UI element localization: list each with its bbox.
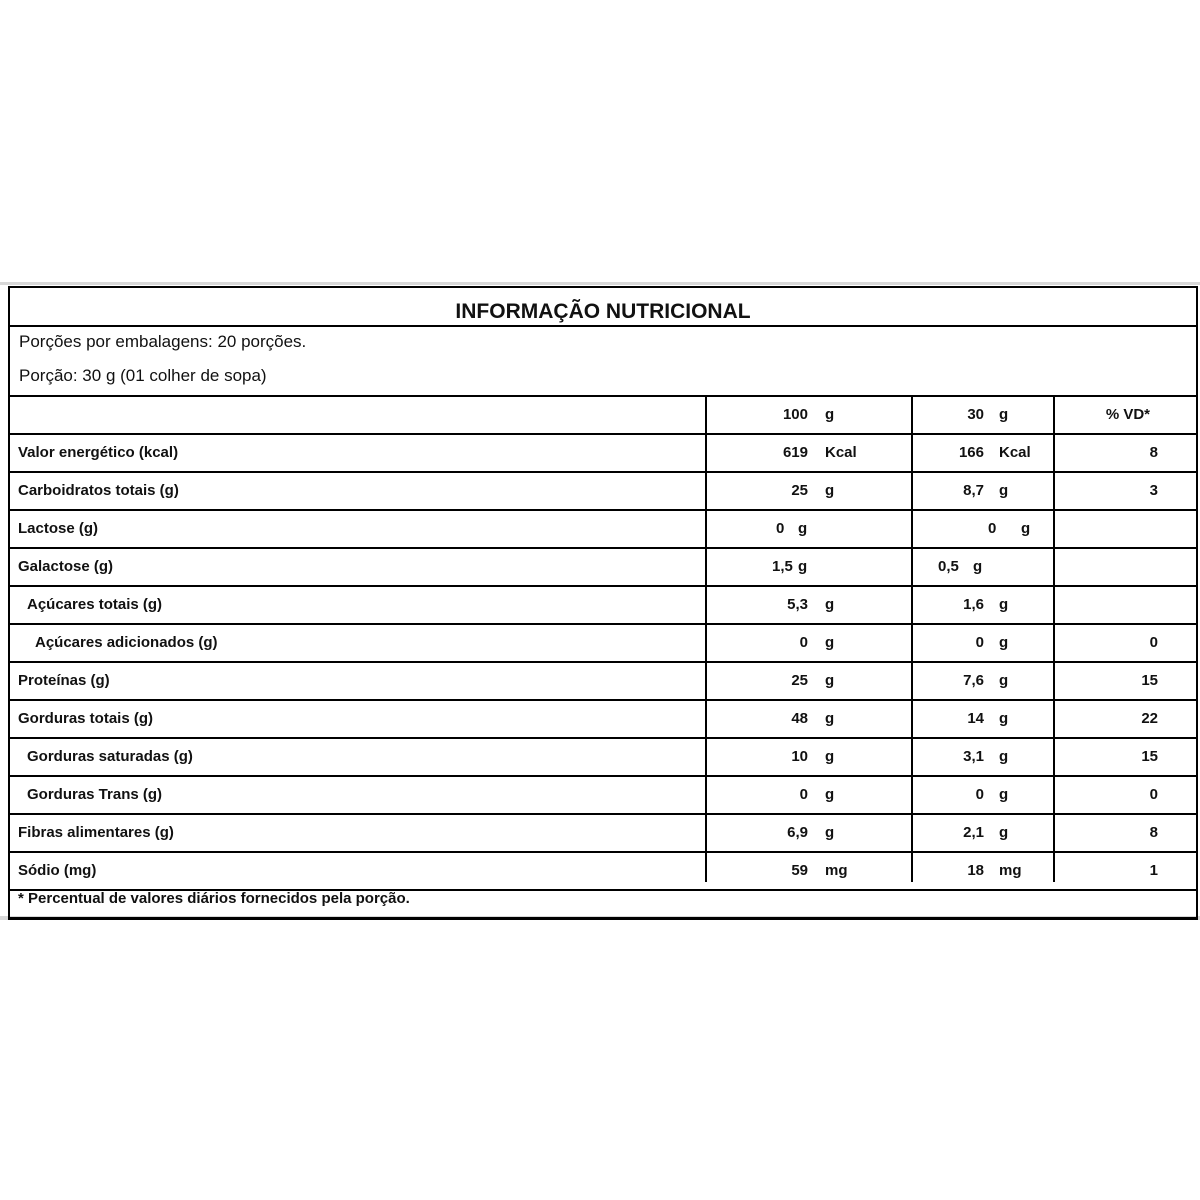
value-30g: 0,5 <box>938 558 959 575</box>
percent-vd: 3 <box>1149 482 1158 499</box>
unit-30g: mg <box>999 862 1022 879</box>
percent-vd: 1 <box>1149 862 1158 879</box>
percent-vd: 8 <box>1149 824 1158 841</box>
nutrient-label: Sódio (mg) <box>18 862 97 879</box>
unit-100g: Kcal <box>825 444 857 461</box>
percent-vd: 15 <box>1141 748 1158 765</box>
value-100g: 10 <box>791 748 808 765</box>
unit-100g: g <box>825 672 835 689</box>
value-100g: 0 <box>799 786 808 803</box>
nutrition-table <box>10 395 1196 891</box>
value-100g: 1,5 <box>772 558 793 575</box>
percent-vd: 8 <box>1149 444 1158 461</box>
nutrient-label: Gorduras totais (g) <box>18 710 154 727</box>
value-100g: 6,9 <box>787 824 808 841</box>
unit-30g: Kcal <box>999 444 1031 461</box>
footnote: * Percentual de valores diários fornecidos pela porção. <box>18 890 410 907</box>
table-row <box>10 625 1196 663</box>
value-30g: 8,7 <box>963 482 984 499</box>
value-30g: 1,6 <box>963 596 984 613</box>
nutrient-label: Açúcares adicionados (g) <box>35 634 218 651</box>
percent-vd: 0 <box>1149 634 1158 651</box>
table-row <box>10 853 1196 891</box>
header-100-unit: g <box>825 406 835 423</box>
column-divider-3 <box>1053 395 1055 882</box>
header-vd: % VD* <box>1105 406 1150 423</box>
nutrient-label: Carboidratos totais (g) <box>18 482 179 499</box>
header-30-value: 30 <box>967 406 984 423</box>
value-100g: 619 <box>782 444 808 461</box>
nutrient-label: Valor energético (kcal) <box>18 444 179 461</box>
unit-100g: g <box>798 520 808 537</box>
unit-30g: g <box>999 824 1009 841</box>
table-row <box>10 739 1196 777</box>
percent-vd: 0 <box>1149 786 1158 803</box>
column-divider-2 <box>911 395 913 882</box>
unit-30g: g <box>999 634 1009 651</box>
table-row <box>10 473 1196 511</box>
table-row <box>10 815 1196 853</box>
top-shadow <box>0 282 1200 285</box>
nutrient-label: Gorduras Trans (g) <box>27 786 163 803</box>
unit-100g: g <box>825 786 835 803</box>
percent-vd: 15 <box>1141 672 1158 689</box>
servings-per-package: Porções por embalagens: 20 porções. <box>19 332 307 351</box>
value-100g: 0 <box>799 634 808 651</box>
table-row <box>10 777 1196 815</box>
unit-100g: g <box>825 482 835 499</box>
percent-vd <box>1080 549 1158 585</box>
value-100g: 25 <box>791 672 808 689</box>
nutrient-label: Açúcares totais (g) <box>27 596 163 613</box>
table-row <box>10 663 1196 701</box>
nutrient-label: Galactose (g) <box>18 558 114 575</box>
nutrient-label: Proteínas (g) <box>18 672 110 689</box>
value-100g: 48 <box>791 710 808 727</box>
percent-vd <box>1080 587 1158 623</box>
unit-100g: g <box>798 558 808 575</box>
table-row <box>10 701 1196 739</box>
value-30g: 7,6 <box>963 672 984 689</box>
nutrient-label: Lactose (g) <box>18 520 99 537</box>
unit-100g: g <box>825 596 835 613</box>
value-30g: 3,1 <box>963 748 984 765</box>
panel-title: INFORMAÇÃO NUTRICIONAL <box>10 288 1196 327</box>
table-header-row <box>10 397 1196 435</box>
unit-30g: g <box>999 672 1009 689</box>
nutrition-panel <box>8 286 1198 920</box>
unit-100g: mg <box>825 862 848 879</box>
percent-vd <box>1080 511 1158 547</box>
unit-30g: g <box>999 710 1009 727</box>
column-divider-1 <box>705 395 707 882</box>
value-100g: 25 <box>791 482 808 499</box>
nutrient-label: Fibras alimentares (g) <box>18 824 174 841</box>
unit-30g: g <box>1021 520 1031 537</box>
unit-30g: g <box>999 786 1009 803</box>
table-row <box>10 549 1196 587</box>
header-100-value: 100 <box>782 406 808 423</box>
value-30g: 2,1 <box>963 824 984 841</box>
value-100g: 0 <box>776 520 785 537</box>
unit-30g: g <box>999 482 1009 499</box>
nutrient-label: Gorduras saturadas (g) <box>27 748 193 765</box>
table-row <box>10 435 1196 473</box>
unit-100g: g <box>825 634 835 651</box>
value-100g: 5,3 <box>787 596 808 613</box>
value-30g: 0 <box>988 520 997 537</box>
unit-100g: g <box>825 710 835 727</box>
serving-size: Porção: 30 g (01 colher de sopa) <box>19 366 267 385</box>
unit-100g: g <box>825 748 835 765</box>
header-30-unit: g <box>999 406 1009 423</box>
value-30g: 166 <box>958 444 984 461</box>
unit-30g: g <box>973 558 983 575</box>
value-30g: 18 <box>967 862 984 879</box>
unit-30g: g <box>999 748 1009 765</box>
value-30g: 0 <box>975 634 984 651</box>
unit-30g: g <box>999 596 1009 613</box>
table-row <box>10 587 1196 625</box>
value-30g: 14 <box>967 710 984 727</box>
value-100g: 59 <box>791 862 808 879</box>
percent-vd: 22 <box>1141 710 1158 727</box>
unit-100g: g <box>825 824 835 841</box>
value-30g: 0 <box>975 786 984 803</box>
table-row <box>10 511 1196 549</box>
